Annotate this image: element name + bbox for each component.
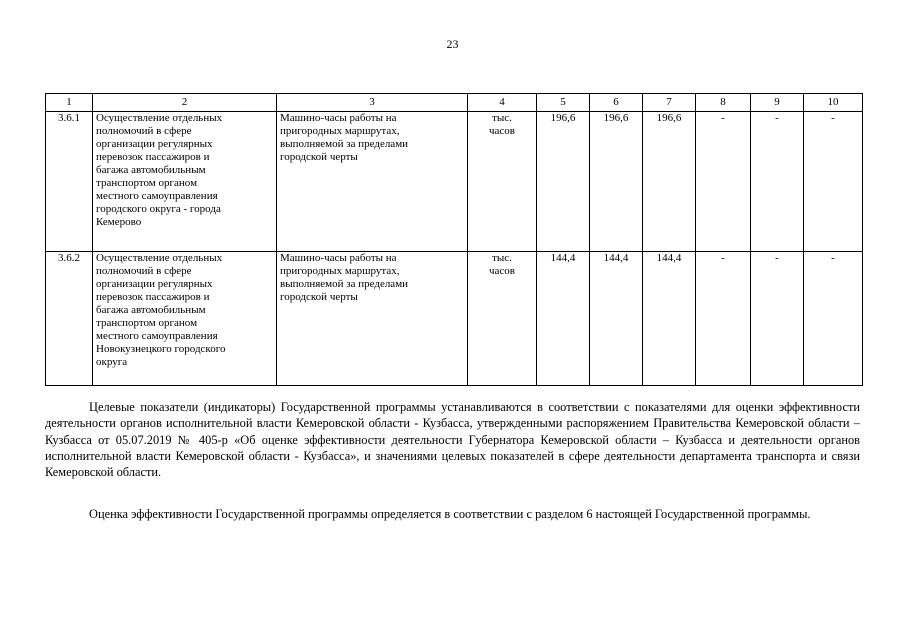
cell-line: тыс. xyxy=(492,112,512,124)
cell-line: выполняемой за пределами xyxy=(280,278,409,290)
value-cell: - xyxy=(804,112,863,252)
paragraph-text: Целевые показатели (индикаторы) Государственной программы устанавливаются в соответствии с показателями для оценки эффективности деятельности органов исполнительной власти Кемеровской области - Кузбасса, утвержденными распоряжением Правительства Кемеровской области – Кузбасса от 05.07.2019 № 405-р «Об оценке эффективности деятельности Губернатора Кемеровской области – Кузбасса и деятельности органов исполнительной власти Кемеровской области - Кузбасса», и значениями целевых показателей в сфере деятельности департамента транспорта и связи Кемеровской области. xyxy=(45,400,860,480)
cell-line: перевозок пассажиров и xyxy=(96,151,210,163)
activity-cell xyxy=(93,252,277,386)
cell-line: городской черты xyxy=(280,291,358,303)
cell-line: транспортом органом xyxy=(96,317,198,329)
value-cell: - xyxy=(696,112,751,252)
cell-line: багажа автомобильным xyxy=(96,304,206,316)
row-number: 3.6.2 xyxy=(46,252,93,386)
paragraph-text: Оценка эффективности Государственной программы определяется в соответствии с разделом 6 настоящей Государственной программы. xyxy=(89,507,811,521)
value-cell: 144,4 xyxy=(537,252,590,386)
unit-cell xyxy=(468,112,537,252)
column-header: 5 xyxy=(537,94,590,112)
paragraph-evaluation xyxy=(45,506,860,522)
value-cell: 144,4 xyxy=(643,252,696,386)
column-header: 8 xyxy=(696,94,751,112)
value-cell: - xyxy=(751,252,804,386)
table-row xyxy=(46,252,863,386)
cell-line: транспортом органом xyxy=(96,177,198,189)
value-cell: 196,6 xyxy=(537,112,590,252)
table-header-row xyxy=(46,94,863,112)
indicator-cell xyxy=(277,252,468,386)
value-cell: 196,6 xyxy=(590,112,643,252)
cell-line: городской черты xyxy=(280,151,358,163)
activity-cell xyxy=(93,112,277,252)
column-header: 2 xyxy=(93,94,277,112)
column-header: 3 xyxy=(277,94,468,112)
cell-line: Машино-часы работы на xyxy=(280,252,397,264)
cell-line: городского округа - города xyxy=(96,203,221,215)
row-number: 3.6.1 xyxy=(46,112,93,252)
value-cell: - xyxy=(696,252,751,386)
cell-line: организации регулярных xyxy=(96,278,213,290)
cell-line: местного самоуправления xyxy=(96,330,218,342)
indicator-cell xyxy=(277,112,468,252)
cell-line: перевозок пассажиров и xyxy=(96,291,210,303)
cell-line: багажа автомобильным xyxy=(96,164,206,176)
cell-line: выполняемой за пределами xyxy=(280,138,409,150)
column-header: 4 xyxy=(468,94,537,112)
cell-line: полномочий в сфере xyxy=(96,265,192,277)
indicators-table xyxy=(45,93,863,386)
table-row xyxy=(46,112,863,252)
value-cell: 144,4 xyxy=(590,252,643,386)
column-header: 1 xyxy=(46,94,93,112)
cell-line: Кемерово xyxy=(96,216,142,228)
cell-line: Осуществление отдельных xyxy=(96,112,223,124)
column-header: 10 xyxy=(804,94,863,112)
cell-line: Машино-часы работы на xyxy=(280,112,397,124)
cell-line: местного самоуправления xyxy=(96,190,218,202)
paragraph-indicators xyxy=(45,399,860,480)
cell-line: Осуществление отдельных xyxy=(96,252,223,264)
column-header: 6 xyxy=(590,94,643,112)
value-cell: 196,6 xyxy=(643,112,696,252)
cell-line: пригородных маршрутах, xyxy=(280,265,400,277)
column-header: 7 xyxy=(643,94,696,112)
cell-line: полномочий в сфере xyxy=(96,125,192,137)
column-header: 9 xyxy=(751,94,804,112)
cell-line: округа xyxy=(96,356,128,368)
page-number: 23 xyxy=(446,37,459,51)
cell-line: пригородных маршрутах, xyxy=(280,125,400,137)
value-cell: - xyxy=(751,112,804,252)
cell-line: Новокузнецкого городского xyxy=(96,343,226,355)
cell-line: тыс. xyxy=(492,252,512,264)
value-cell: - xyxy=(804,252,863,386)
cell-line: часов xyxy=(489,265,515,277)
cell-line: организации регулярных xyxy=(96,138,213,150)
cell-line: часов xyxy=(489,125,515,137)
unit-cell xyxy=(468,252,537,386)
